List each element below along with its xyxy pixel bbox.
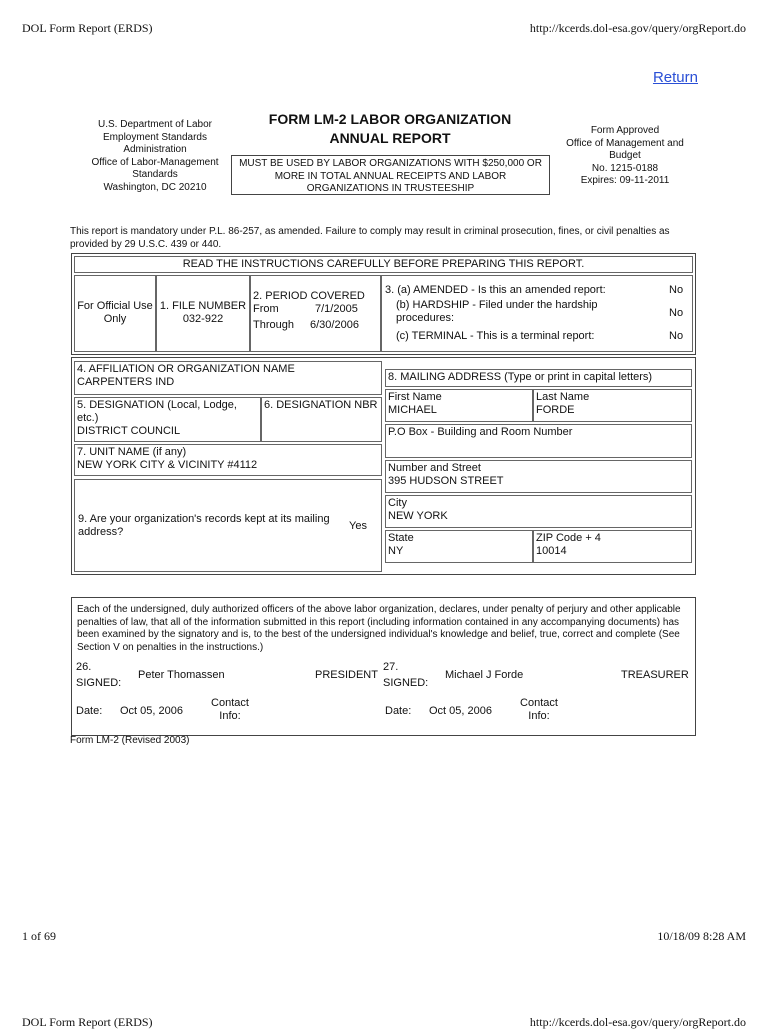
mandatory-notice: This report is mandatory under P.L. 86-257, as amended. Failure to comply may result in criminal prosecution, fines, or civil penalties as provided by 29 U.S.C. 439 or 440.: [70, 226, 670, 250]
sig2-name: Michael J Forde: [445, 669, 524, 681]
city-label: City: [388, 497, 407, 509]
street-value: 395 HUDSON STREET: [388, 475, 504, 487]
zip-label: ZIP Code + 4: [536, 532, 601, 544]
next-page-header-url: http://kcerds.dol-esa.gov/query/orgReport.do: [529, 1015, 746, 1029]
approval-line: Office of Management and: [566, 137, 684, 149]
designation-cell: [74, 397, 261, 442]
terminal-label: (c) TERMINAL - This is a terminal report:: [396, 330, 595, 342]
approval-line: Expires: 09-11-2011: [580, 175, 670, 186]
street-label: Number and Street: [388, 462, 481, 474]
zip-cell: [533, 530, 692, 563]
sig1-date-label: Date:: [76, 705, 103, 717]
state-label: State: [388, 532, 414, 544]
contact-label-line: Info:: [528, 710, 550, 722]
records-cell: [74, 479, 382, 572]
first-name-cell: [385, 389, 533, 422]
unit-name-value: NEW YORK CITY & VICINITY #4112: [77, 459, 258, 471]
sig1-title: PRESIDENT: [315, 669, 378, 681]
designation-nbr-cell: [261, 397, 382, 442]
period-through-row: [253, 319, 378, 335]
city-value: NEW YORK: [388, 510, 448, 522]
form-title: [230, 110, 550, 148]
sig1-label: SIGNED:: [76, 677, 122, 689]
instructions-banner: READ THE INSTRUCTIONS CAREFULLY BEFORE PREPARING THIS REPORT.: [74, 256, 693, 273]
pobox-cell: [385, 424, 692, 458]
designation-nbr-label: 6. DESIGNATION NBR: [264, 399, 378, 411]
unit-name-label: 7. UNIT NAME (if any): [77, 446, 187, 458]
last-name-label: Last Name: [536, 391, 590, 403]
zip-value: 10014: [536, 545, 567, 557]
agency-block: [80, 119, 230, 194]
last-name-cell: [533, 389, 692, 422]
next-page-header-title: DOL Form Report (ERDS): [22, 1015, 153, 1029]
form-title-line: FORM LM-2 LABOR ORGANIZATION: [268, 111, 512, 127]
approval-line: No. 1215-0188: [591, 162, 659, 174]
city-cell: [385, 495, 692, 528]
first-name-value: MICHAEL: [388, 404, 437, 416]
agency-line: Employment Standards: [103, 131, 207, 143]
agency-line: Washington, DC 20210: [103, 181, 207, 193]
period-from-label: From: [253, 303, 279, 315]
state-value: NY: [388, 545, 404, 557]
agency-line: U.S. Department of Labor: [98, 119, 212, 130]
print-footer-page: 1 of 69: [22, 929, 56, 943]
sig1-date: Oct 05, 2006: [120, 705, 183, 717]
period-from-value: 7/1/2005: [315, 303, 358, 315]
approval-line: Form Approved: [590, 125, 660, 136]
contact-label-line: Info:: [219, 710, 241, 722]
unit-name-cell: [74, 444, 382, 476]
sig1-number: 26.: [76, 661, 92, 673]
print-header-title: DOL Form Report (ERDS): [22, 21, 153, 35]
records-label: 9. Are your organization's records kept at its mailing address?: [78, 513, 330, 538]
period-through-value: 6/30/2006: [310, 319, 359, 331]
sig2-title: TREASURER: [621, 669, 689, 681]
period-covered-cell: [250, 275, 381, 352]
amended-label: 3. (a) AMENDED - Is this an amended report:: [385, 284, 606, 296]
report-status-cell: [381, 275, 693, 352]
form-revision: Form LM-2 (Revised 2003): [70, 735, 190, 746]
must-be-used-box: MUST BE USED BY LABOR ORGANIZATIONS WITH $250,000 OR MORE IN TOTAL ANNUAL RECEIPTS AND LABOR ORGANIZATIONS IN TRUSTEESHIP: [231, 155, 550, 195]
print-header-url: http://kcerds.dol-esa.gov/query/orgReport.do: [529, 21, 746, 35]
agency-line: Office of Labor-Management: [91, 156, 219, 168]
state-cell: [385, 530, 533, 563]
hardship-label: (b) HARDSHIP - Filed under the hardship procedures:: [396, 299, 598, 324]
sig2-contact-label: [513, 697, 565, 723]
amended-value: No: [669, 284, 684, 296]
hardship-value: No: [669, 307, 684, 319]
form-title-line: ANNUAL REPORT: [329, 130, 451, 146]
contact-label-line: Contact: [520, 697, 558, 709]
pobox-label: P.O Box - Building and Room Number: [388, 426, 573, 438]
approval-block: [555, 125, 695, 188]
first-name-label: First Name: [388, 391, 442, 403]
affiliation-cell: [74, 361, 382, 395]
designation-label: 5. DESIGNATION (Local, Lodge, etc.): [77, 399, 237, 424]
last-name-value: FORDE: [536, 404, 575, 416]
period-label: 2. PERIOD COVERED: [253, 290, 365, 302]
sig2-label: SIGNED:: [383, 677, 429, 689]
period-from-row: [253, 303, 378, 319]
file-number-label: 1. FILE NUMBER: [159, 300, 247, 312]
agency-line: Administration: [123, 144, 187, 155]
designation-value: DISTRICT COUNCIL: [77, 425, 181, 437]
certification-text: Each of the undersigned, duly authorized officers of the above labor organization, declares, under penalty of perjury and other applicable penalties of law, that all of the information submitted in this report (including information contained in any accompanying documents) has been examined by the signatory and is, to the best of the undersigned individual's knowledge and belief, true, correct and complete (See Section V on penalties in the instructions.): [77, 604, 681, 653]
sig2-date: Oct 05, 2006: [429, 705, 492, 717]
street-cell: [385, 460, 692, 493]
sig2-number: 27.: [383, 661, 399, 673]
sig1-contact-label: [204, 697, 256, 723]
period-through-label: Through: [253, 319, 294, 331]
print-footer-timestamp: 10/18/09 8:28 AM: [657, 929, 746, 943]
mailing-address-header: 8. MAILING ADDRESS (Type or print in capital letters): [385, 369, 692, 387]
file-number-cell: [156, 275, 250, 352]
terminal-value: No: [669, 330, 684, 342]
file-number-value: 032-922: [182, 313, 224, 325]
return-link[interactable]: Return: [652, 69, 698, 86]
official-use-cell: For Official Use Only: [74, 275, 156, 352]
affiliation-label: 4. AFFILIATION OR ORGANIZATION NAME: [77, 363, 295, 375]
agency-line: Standards: [132, 169, 178, 180]
affiliation-value: CARPENTERS IND: [77, 376, 175, 388]
contact-label-line: Contact: [211, 697, 249, 709]
sig2-date-label: Date:: [385, 705, 412, 717]
records-value: Yes: [349, 520, 367, 532]
sig1-name: Peter Thomassen: [138, 669, 225, 681]
approval-line: Budget: [609, 150, 641, 161]
